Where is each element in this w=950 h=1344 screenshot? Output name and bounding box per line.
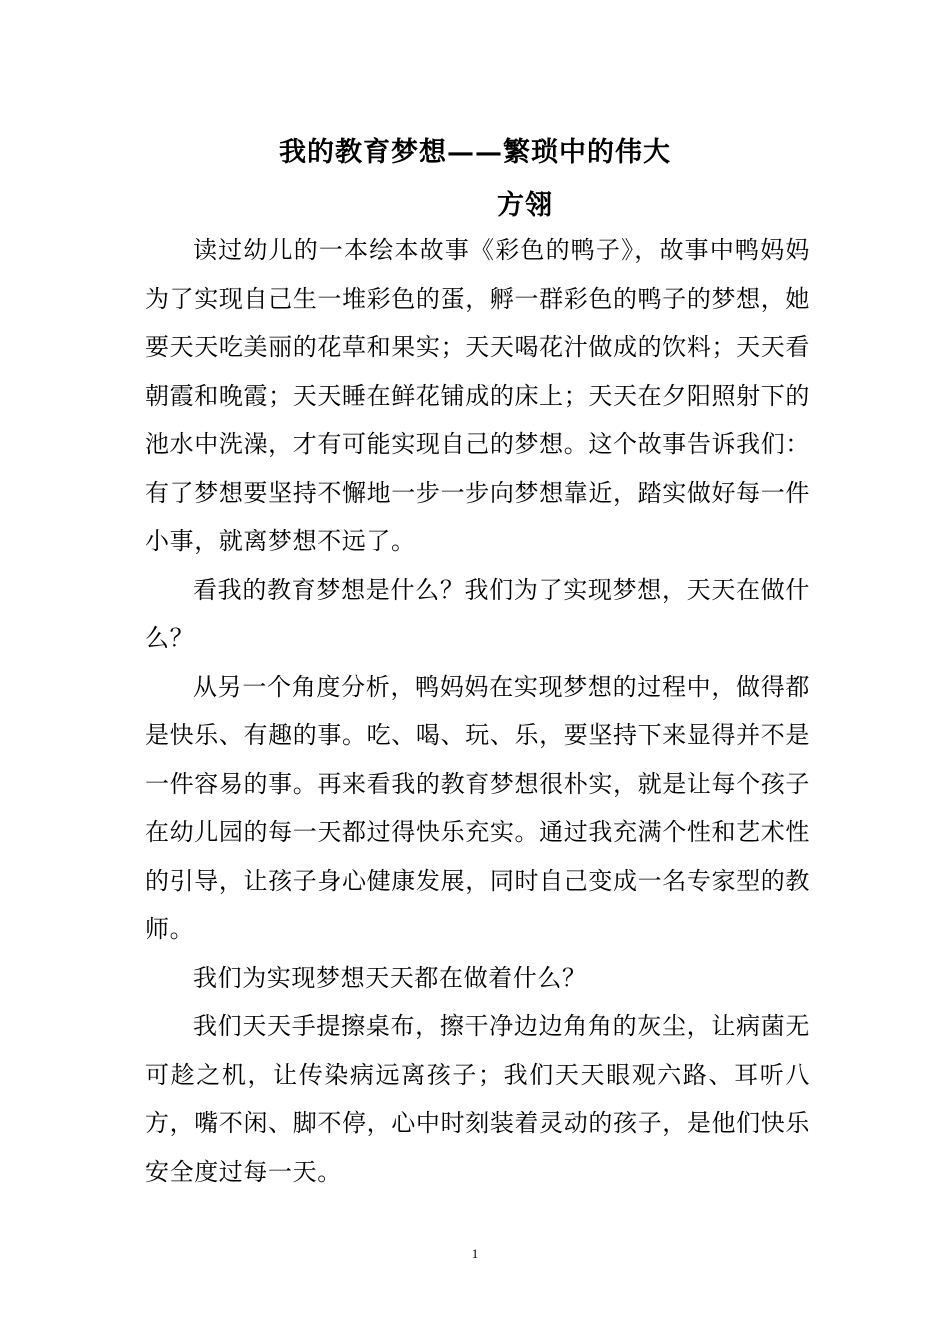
document-author: 方翎 [497, 190, 553, 221]
document-body [145, 226, 810, 1196]
page-number: 1 [471, 1246, 479, 1261]
paragraph: 我们天天手提擦桌布，擦干净边边角角的灰尘，让病菌无可趁之机，让传染病远离孩子；我们天天眼观六路、耳听八方，嘴不闲、脚不停，心中时刻装着灵动的孩子，是他们快乐安全度过每一天。 [145, 1012, 810, 1186]
paragraph: 读过幼儿的一本绘本故事《彩色的鸭子》，故事中鸭妈妈为了实现自己生一堆彩色的蛋，孵一群彩色的鸭子的梦想，她要天天吃美丽的花草和果实；天天喝花汁做成的饮料；天天看朝霞和晚霞；天天睡在鲜花铺成的床上；天天在夕阳照射下的池水中洗澡，才有可能实现自己的梦想。这个故事告诉我们：有了梦想要坚持不懈地一步一步向梦想靠近，踏实做好每一件小事，就离梦想不远了。 [145, 236, 810, 555]
paragraph: 我们为实现梦想天天都在做着什么？ [193, 963, 587, 992]
paragraph: 看我的教育梦想是什么？我们为了实现梦想，天天在做什么？ [145, 575, 810, 652]
document-title: 我的教育梦想——繁琐中的伟大 [279, 137, 671, 168]
paragraph: 从另一个角度分析，鸭妈妈在实现梦想的过程中，做得都是快乐、有趣的事。吃、喝、玩、乐，要坚持下来显得并不是一件容易的事。再来看我的教育梦想很朴实，就是让每个孩子在幼儿园的每一天都过得快乐充实。通过我充满个性和艺术性的引导，让孩子身心健康发展，同时自己变成一名专家型的教师。 [145, 672, 810, 943]
